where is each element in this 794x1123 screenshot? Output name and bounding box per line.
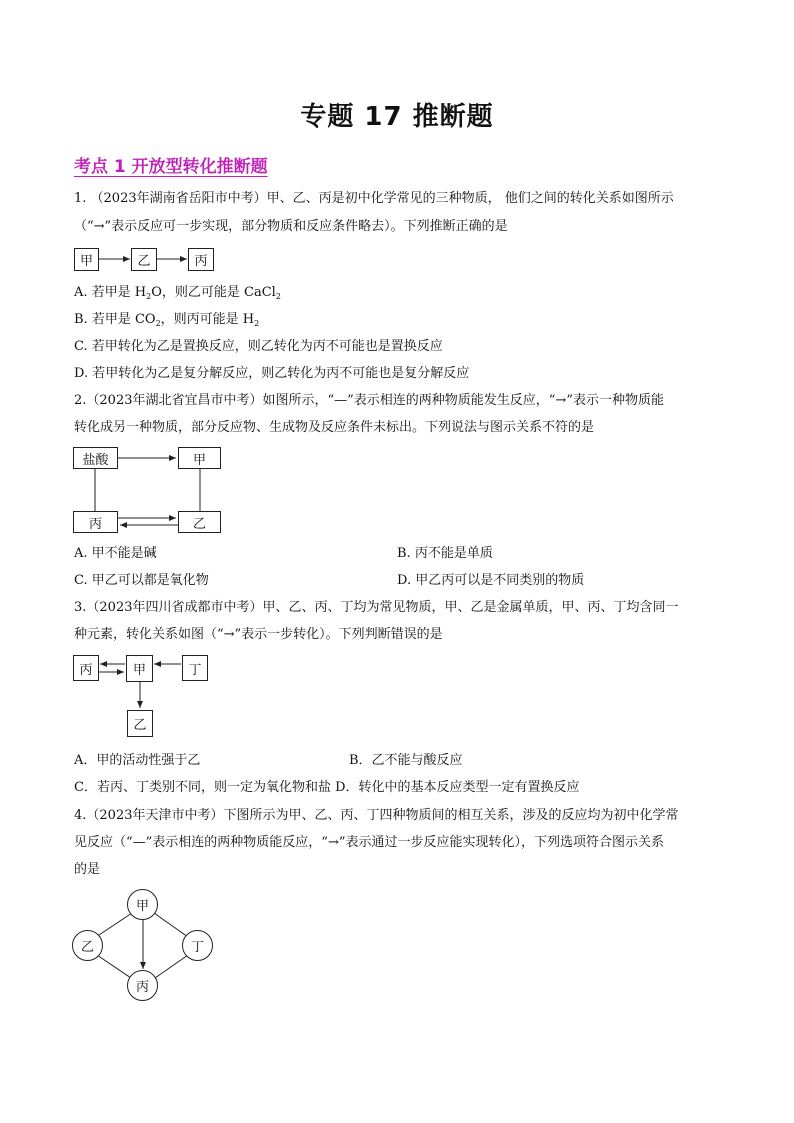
q4-stem-line1: 4.（2023年天津市中考）下图所示为甲、乙、丙、丁四种物质间的相互关系，涉及的反应均为初中化学常 — [74, 808, 679, 823]
q3-box-jia: 甲 — [126, 655, 153, 682]
q1-stem-line1: 1. （2023年湖南省岳阳市中考）甲、乙、丙是初中化学常见的三种物质， 他们之间的转化关系如图所示 — [74, 191, 674, 206]
q3-option-cd: C．若丙、丁类别不同，则一定为氧化物和盐 D．转化中的基本反应类型一定有置换反应 — [74, 780, 580, 795]
q2-option-a: A. 甲不能是碱 — [74, 546, 157, 561]
q2-box-jia: 甲 — [178, 447, 221, 469]
q3-option-a: A．甲的活动性强于乙 — [74, 753, 201, 768]
q3-stem-line2: 种元素，转化关系如图（“→”表示一步转化）。下列判断错误的是 — [74, 627, 443, 642]
q3-stem-line1: 3.（2023年四川省成都市中考）甲、乙、丙、丁均为常见物质，甲、乙是金属单质，甲、丙、丁均含同一 — [74, 600, 679, 615]
q3-box-bing: 丙 — [73, 655, 99, 681]
q2-box-hcl: 盐酸 — [73, 447, 118, 469]
q1-option-c: C. 若甲转化为乙是置换反应，则乙转化为丙不可能也是置换反应 — [74, 339, 443, 354]
q2-stem-line1: 2.（2023年湖北省宜昌市中考）如图所示，“—”表示相连的两种物质能发生反应，“→”表示一种物质能 — [74, 393, 664, 408]
q4-circle-jia: 甲 — [127, 889, 158, 920]
q3-option-b: B．乙不能与酸反应 — [349, 753, 463, 768]
q2-stem-line2: 转化成另一种物质，部分反应物、生成物及反应条件未标出。下列说法与图示关系不符的是 — [74, 420, 595, 435]
q1-option-a: A. 若甲是 $H_2O$，则乙可能是 CaCl$_2$ — [74, 285, 281, 301]
q4-circle-bing: 丙 — [127, 970, 158, 1001]
q2-box-bing: 丙 — [73, 511, 118, 533]
q1-option-d: D. 若甲转化为乙是复分解反应，则乙转化为丙不可能也是复分解反应 — [74, 366, 470, 381]
q1-option-b: B. 若甲是 $CO_2$，则丙可能是 $H_2$ — [74, 312, 260, 328]
page-title: 专题 17 推断题 — [300, 102, 494, 132]
q2-option-d: D. 甲乙丙可以是不同类别的物质 — [397, 573, 585, 588]
q2-box-yi: 乙 — [178, 511, 221, 533]
q4-stem-line3: 的是 — [74, 862, 101, 877]
q4-line-jia-yi — [96, 913, 132, 937]
q2-option-b: B. 丙不能是单质 — [397, 546, 493, 561]
q4-circle-yi: 乙 — [72, 930, 103, 961]
q4-line-yi-bing — [97, 955, 131, 978]
q4-line-ding-bing — [155, 955, 188, 978]
q3-box-yi: 乙 — [127, 710, 153, 737]
q4-circle-ding: 丁 — [182, 930, 213, 961]
q3-box-ding: 丁 — [182, 655, 208, 681]
q1-box-yi: 乙 — [131, 248, 157, 271]
q4-line-jia-ding — [154, 913, 188, 937]
q1-box-jia: 甲 — [74, 248, 99, 271]
q1-stem-line2: （“→”表示反应可一步实现，部分物质和反应条件略去）。下列推断正确的是 — [74, 219, 508, 234]
q2-option-c: C. 甲乙可以都是氧化物 — [74, 573, 209, 588]
section-heading: 考点 1 开放型转化推断题 — [74, 157, 268, 177]
q1-box-bing: 丙 — [188, 248, 214, 271]
q4-stem-line2: 见反应（“—”表示相连的两种物质能反应，“→”表示通过一步反应能实现转化），下列选项符合图示关系 — [74, 835, 664, 850]
